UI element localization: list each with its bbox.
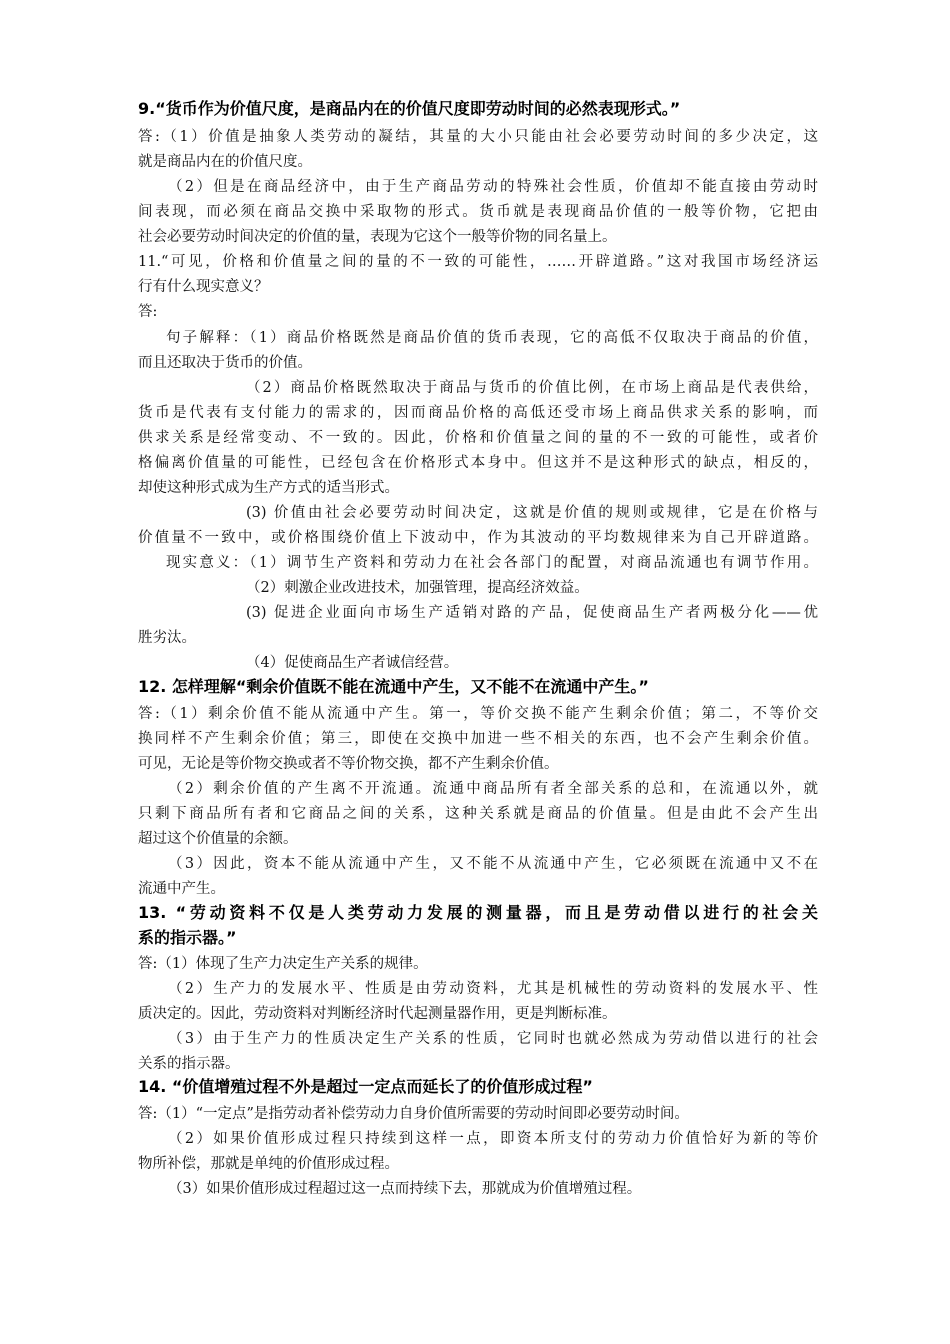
q11-meaning-3-line-1: (3) 促进企业面向市场生产适销对路的产品，促使商品生产者两极分化——优 xyxy=(246,605,818,621)
q13-answer-3-line-2: 关系的指示器。 xyxy=(138,1056,240,1072)
q11-answer-label: 答: xyxy=(138,304,158,320)
q13-title-line-1: 13. “劳动资料不仅是人类劳动力发展的测量器，而且是劳动借以进行的社会关 xyxy=(138,903,818,922)
q11-meaning-4: （4）促使商品生产者诚信经营。 xyxy=(246,655,459,671)
q11-sentence-2-line-5: 却使这种形式成为生产方式的适当形式。 xyxy=(138,480,399,496)
q13-answer-1: 答:（1）体现了生产力决定生产关系的规律。 xyxy=(138,956,428,972)
q14-answer-3: （3）如果价值形成过程超过这一点而持续下去，那就成为价值增殖过程。 xyxy=(168,1181,642,1197)
q12-answer-1-line-1: 答:（1）剩余价值不能从流通中产生。第一，等价交换不能产生剩余价值；第二，不等价交 xyxy=(138,706,818,722)
q9-answer-1-line-1: 答:（1）价值是抽象人类劳动的凝结，其量的大小只能由社会必要劳动时间的多少决定，这 xyxy=(138,129,818,145)
q12-answer-1-line-3: 可见，无论是等价物交换或者不等价物交换，都不产生剩余价值。 xyxy=(138,756,559,772)
q11-sentence-2-line-2: 货币是代表有支付能力的需求的，因而商品价格的高低还受市场上商品供求关系的影响，而 xyxy=(138,405,818,421)
q9-answer-2-line-3: 社会必要劳动时间决定的价值的量，表现为它这个一般等价物的同名量上。 xyxy=(138,229,617,245)
q14-answer-2-line-2: 物所补偿，那就是单纯的价值形成过程。 xyxy=(138,1156,399,1172)
q9-answer-2-line-2: 间表现，而必须在商品交换中采取物的形式。货币就是表现商品价值的一般等价物，它把由 xyxy=(138,204,818,220)
q12-answer-2-line-2: 只剩下商品所有者和它商品之间的关系，这种关系就是商品的价值量。但是由此不会产生出 xyxy=(138,806,818,822)
q11-sentence-2-line-1: （2）商品价格既然取决于商品与货币的价值比例，在市场上商品是代表供给， xyxy=(246,380,818,396)
q14-answer-1: 答:（1）“一定点”是指劳动者补偿劳动力自身价值所需要的劳动时间即必要劳动时间。 xyxy=(138,1106,689,1122)
q12-answer-2-line-1: （2）剩余价值的产生离不开流通。流通中商品所有者全部关系的总和，在流通以外，就 xyxy=(168,781,818,797)
q13-answer-2-line-2: 质决定的。因此，劳动资料对判断经济时代起测量器作用，更是判断标准。 xyxy=(138,1006,617,1022)
q9-title: 9.“货币作为价值尺度，是商品内在的价值尺度即劳动时间的必然表现形式。” xyxy=(138,99,681,118)
q13-answer-3-line-1: （3）由于生产力的性质决定生产关系的性质，它同时也就必然成为劳动借以进行的社会 xyxy=(168,1031,818,1047)
q12-answer-3-line-1: （3）因此，资本不能从流通中产生，又不能不从流通中产生，它必须既在流通中又不在 xyxy=(168,856,818,872)
q11-meaning-3-line-2: 胜劣汰。 xyxy=(138,630,196,646)
q12-answer-3-line-2: 流通中产生。 xyxy=(138,881,225,897)
q11-title-line-1: 11.“可见，价格和价值量之间的量的不一致的可能性，……开辟道路。”这对我国市场经济运 xyxy=(138,254,818,270)
q12-answer-1-line-2: 换同样不产生剩余价值；第三，即使在交换中加进一些不相关的东西，也不会产生剩余价值。 xyxy=(138,731,818,747)
q12-answer-2-line-3: 超过这个价值量的余额。 xyxy=(138,831,298,847)
q14-title: 14. “价值增殖过程不外是超过一定点而延长了的价值形成过程” xyxy=(138,1077,593,1096)
q11-sentence-1-line-1: 句子解释：（1）商品价格既然是商品价值的货币表现，它的高低不仅取决于商品的价值， xyxy=(166,330,818,346)
q11-sentence-2-line-3: 供求关系是经常变动、不一致的。因此，价格和价值量之间的量的不一致的可能性，或者价 xyxy=(138,430,818,446)
q12-title: 12. 怎样理解“剩余价值既不能在流通中产生，又不能不在流通中产生。” xyxy=(138,677,649,696)
q11-meaning-2: （2）刺激企业改进技术，加强管理，提高经济效益。 xyxy=(246,580,589,596)
q11-sentence-3-line-2: 价值量不一致中，或价格围绕价值上下波动中，作为其波动的平均数规律来为自己开辟道路。 xyxy=(138,530,818,546)
q13-title-line-2: 系的指示器。” xyxy=(138,928,237,947)
q11-sentence-3-line-1: (3) 价值由社会必要劳动时间决定，这就是价值的规则或规律，它是在价格与 xyxy=(246,505,818,521)
q14-answer-2-line-1: （2）如果价值形成过程只持续到这样一点，即资本所支付的劳动力价值恰好为新的等价 xyxy=(168,1131,818,1147)
q9-answer-1-line-2: 就是商品内在的价值尺度。 xyxy=(138,154,312,170)
q9-answer-2-line-1: （2）但是在商品经济中，由于生产商品劳动的特殊社会性质，价值却不能直接由劳动时 xyxy=(168,179,818,195)
q13-answer-2-line-1: （2）生产力的发展水平、性质是由劳动资料，尤其是机械性的劳动资料的发展水平、性 xyxy=(168,981,818,997)
q11-sentence-2-line-4: 格偏离价值量的可能性，已经包含在价格形式本身中。但这并不是这种形式的缺点，相反的， xyxy=(138,455,818,471)
q11-sentence-1-line-2: 而且还取决于货币的价值。 xyxy=(138,355,312,371)
q11-title-line-2: 行有什么现实意义？ xyxy=(138,279,269,295)
q11-meaning-1: 现实意义：（1）调节生产资料和劳动力在社会各部门的配置，对商品流通也有调节作用。 xyxy=(166,555,818,571)
